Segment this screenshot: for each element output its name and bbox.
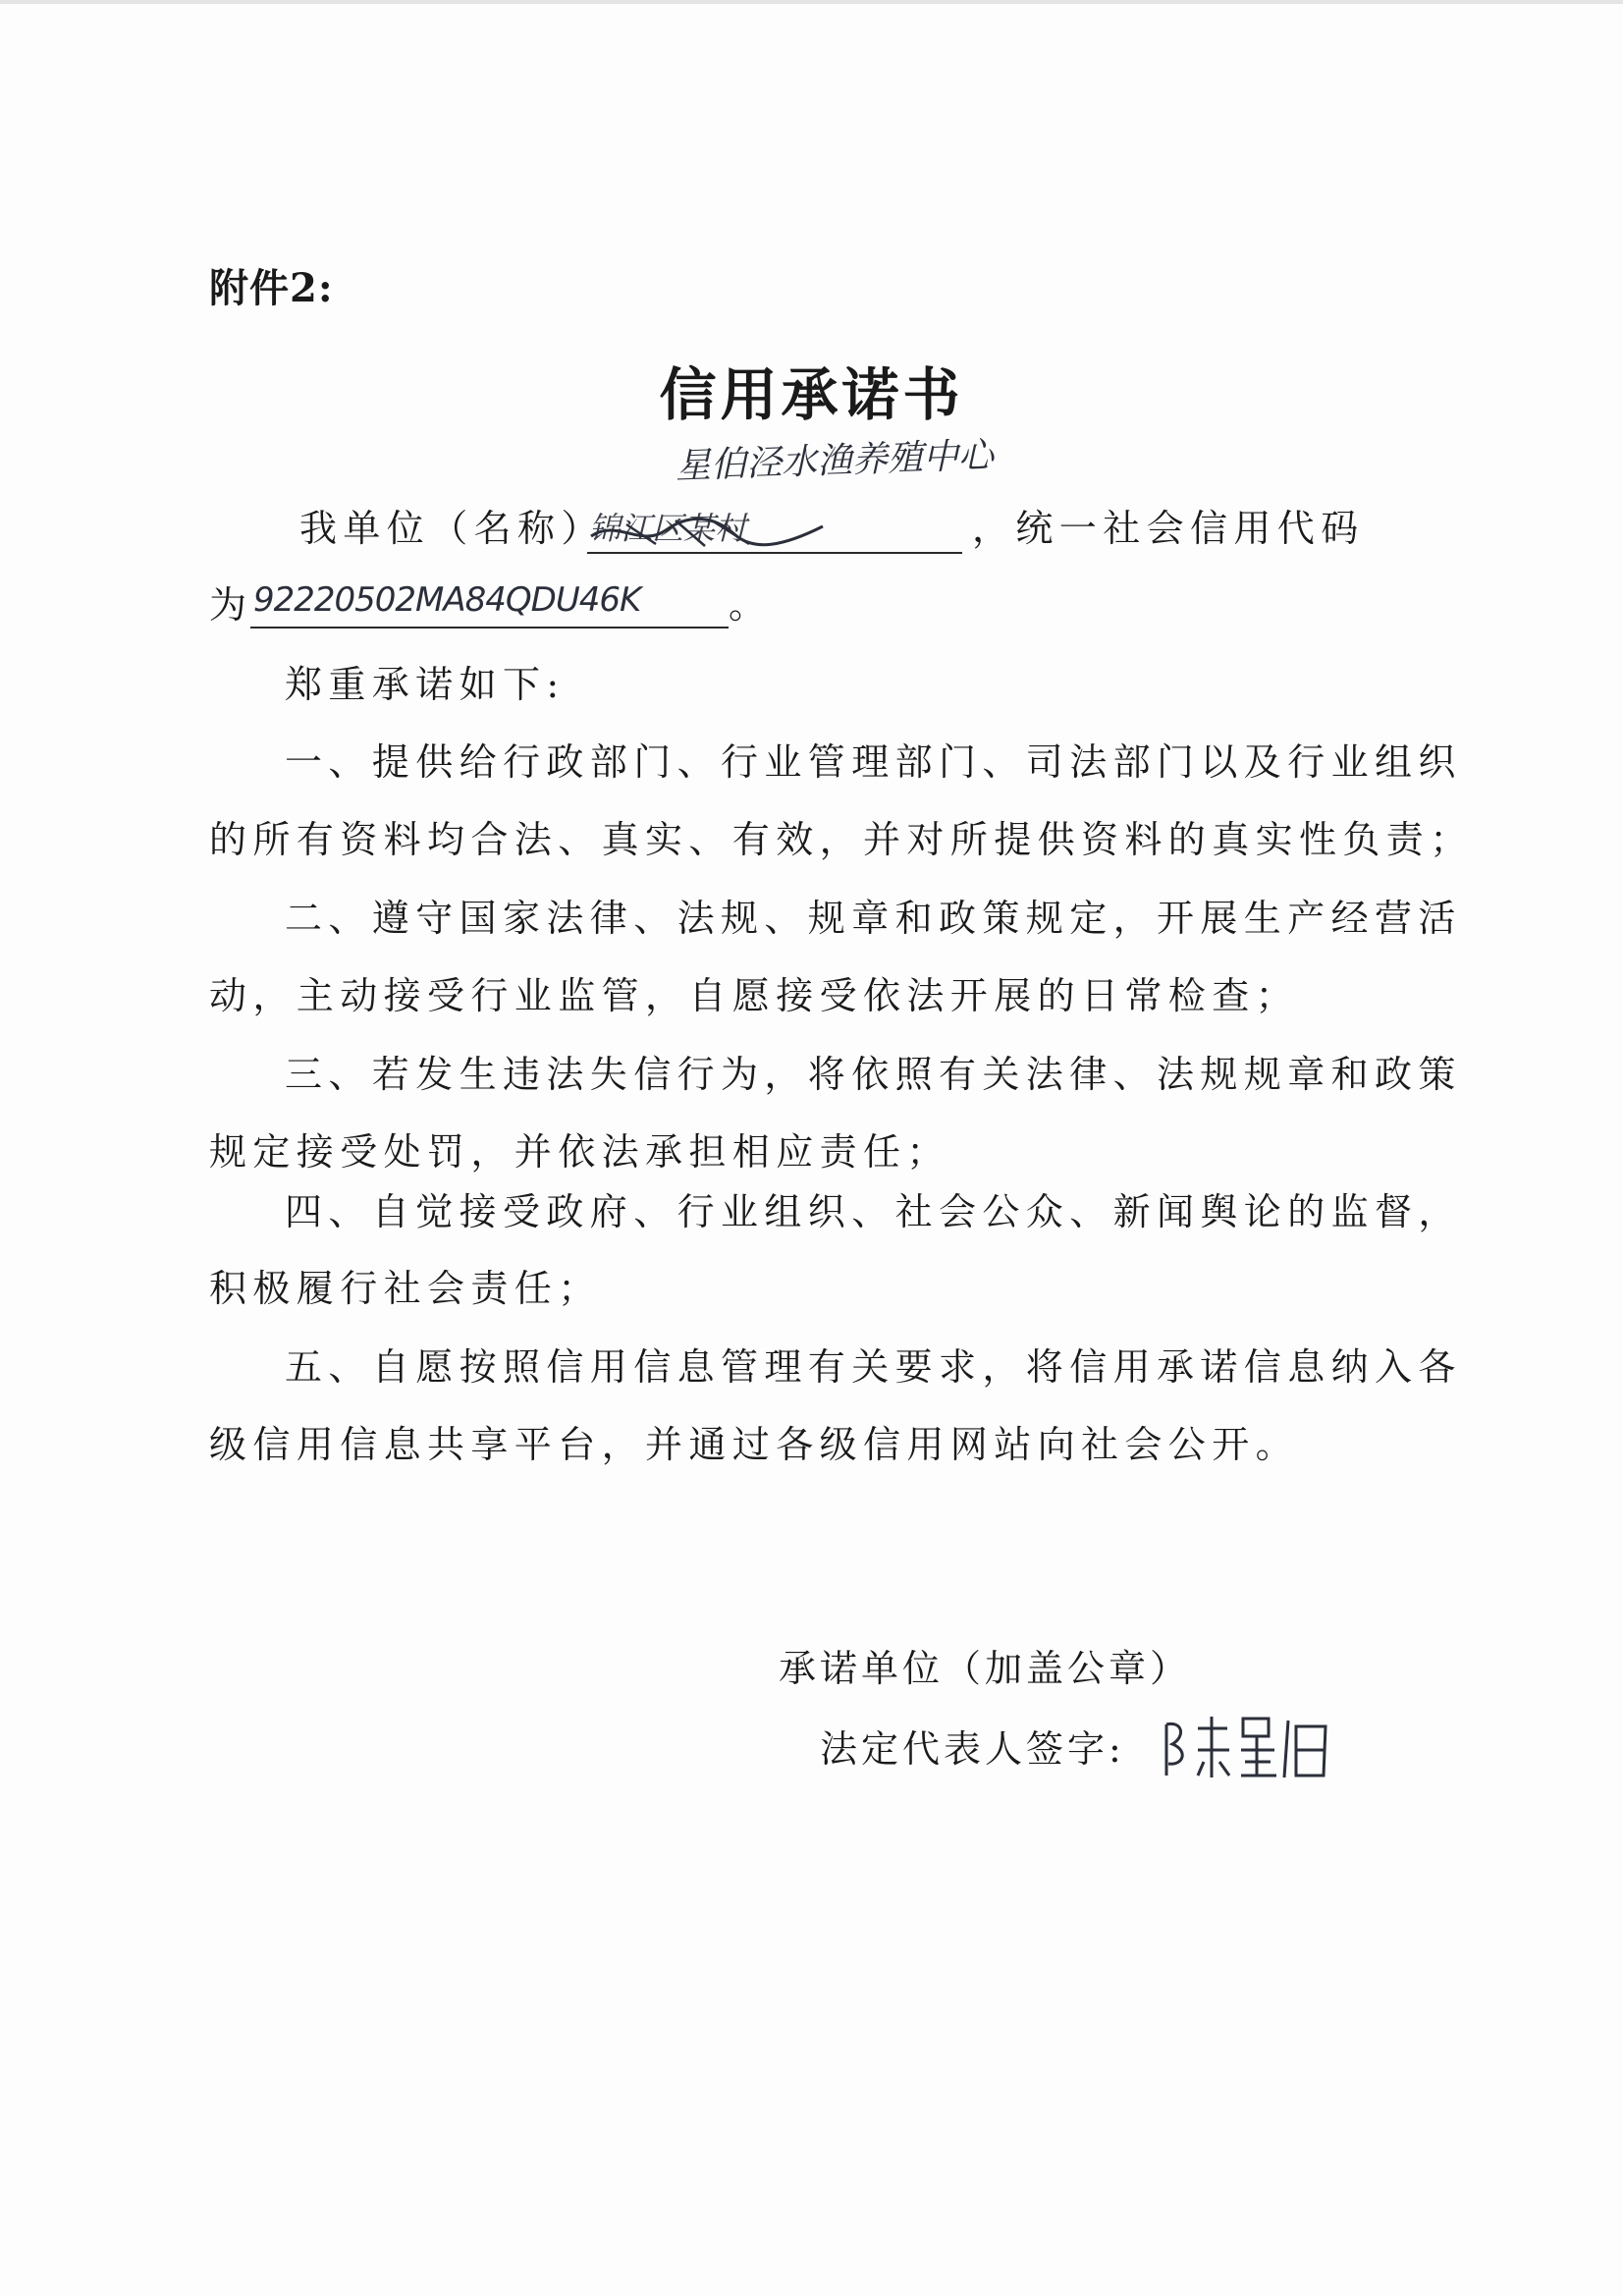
unit-seal-label: 承诺单位（加盖公章） (779, 1647, 1192, 1690)
item-5-line-1: 五、自愿按照信用信息管理有关要求，将信用承诺信息纳入各 (285, 1345, 1462, 1389)
unit-name-crossed: 锦江区某村 (589, 510, 747, 547)
intro-prefix: 我单位（名称） (299, 507, 605, 550)
item-3-line-1: 三、若发生违法失信行为，将依照有关法律、法规规章和政策 (285, 1053, 1462, 1096)
representative-signature (1159, 1707, 1335, 1785)
code-suffix: 。 (729, 583, 773, 627)
item-2-line-1: 二、遵守国家法律、法规、规章和政策规定，开展生产经营活 (285, 897, 1462, 940)
representative-label: 法定代表人签字: (820, 1727, 1125, 1771)
item-1-line-1: 一、提供给行政部门、行业管理部门、司法部门以及行业组织 (285, 740, 1462, 784)
item-5-line-2: 级信用信息共享平台，并通过各级信用网站向社会公开。 (209, 1423, 1300, 1466)
attachment-label: 附件2: (209, 265, 334, 311)
item-4-line-2: 积极履行社会责任； (209, 1267, 602, 1310)
item-2-line-2: 动，主动接受行业监管，自愿接受依法开展的日常检查； (209, 974, 1300, 1017)
item-4-line-1: 四、自觉接受政府、行业组织、社会公众、新闻舆论的监督， (285, 1190, 1462, 1233)
item-3-line-2: 规定接受处罚，并依法承担相应责任； (209, 1130, 950, 1174)
scan-edge (0, 0, 1623, 4)
pledge-heading: 郑重承诺如下: (285, 663, 566, 706)
credit-code-underline (250, 627, 729, 629)
unit-name-handwritten: 星伯泾水渔养殖中心 (675, 435, 995, 487)
strikethrough-scribble (587, 511, 833, 554)
document-title: 信用承诺书 (659, 361, 964, 428)
unit-name-underline (587, 552, 962, 554)
intro-suffix: ，统一社会信用代码 (972, 507, 1365, 550)
item-1-line-2: 的所有资料均合法、真实、有效，并对所提供资料的真实性负责； (209, 818, 1474, 861)
credit-code-handwritten: 92220502MA84QDU46K (253, 580, 641, 620)
code-prefix: 为 (209, 583, 253, 627)
